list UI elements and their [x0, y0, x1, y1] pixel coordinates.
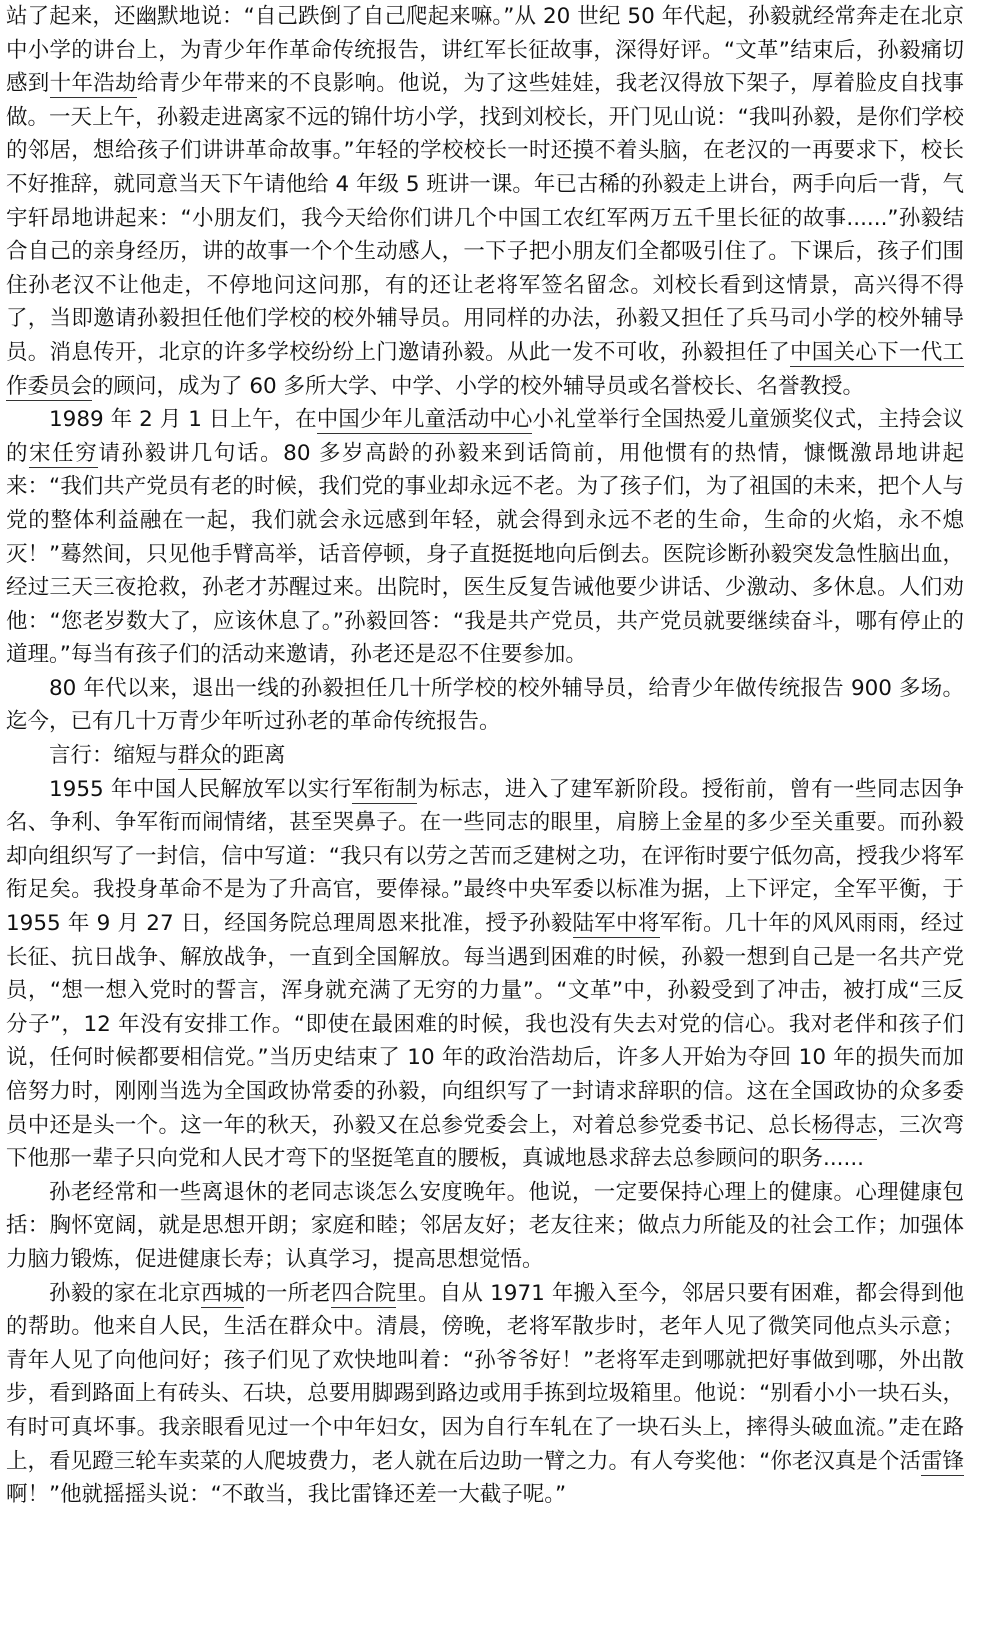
- text-segment: 1989 年 2 月 1 日上午，在: [49, 407, 317, 433]
- term-link[interactable]: 四合院: [331, 1280, 397, 1306]
- text-segment: 孙毅的家在北京: [49, 1280, 201, 1306]
- text-segment: 军衔。几十年的风风雨雨，经过长征、抗日战争、解放战争，一直到全国解放。每当遇到困难的时候，孙毅一想到自己是一名共产党员，“想一想入党时的誓言，浑身就充满了无穷的力量”。“文革”中，孙毅受到了冲击，被打成“三反分子”，12 年没有安排工作。“即使在最困难的时候，我也没有失去对党的信心。我对老伴和孩子们说，任何时候都要相信党。”当历史结束了 10 年的政治浩劫后，许多人开始为夺回 10 年的损失而加倍努力时，刚刚当选为全国政协常委的孙毅，向组织写了一封请求辞职的信。这在全国政协的众多委员中还是头一个。这一年的秋天，孙毅又在总参党委会上，对着总参党委书记、总长: [6, 911, 964, 1138]
- paragraph-6: [6, 1277, 964, 1512]
- text-segment: 小礼堂举行全国热爱儿童颁奖仪式，主持会议的: [6, 407, 964, 466]
- text-segment: 为标志，进入了建军新阶段。授衔前，曾有一些同志因争名、争利、争军衔而闹情绪，甚至哭鼻子。在一些同志的眼里，肩膀上金星的多少至关重要。而孙毅却向组织写了一封信，信中写道：“我只有以劳之苦而乏建树之功，在评衔时要宁低勿高，授我少将军衔足矣。我投身革命不是为了升高官，要俸禄。”最终中央军委以标准为据，上下评定，全军平衡，于 1955 年 9 月 27 日，经国务院总理周恩来批准，授予孙毅: [6, 776, 964, 937]
- term-link[interactable]: 陆军中将: [572, 911, 660, 937]
- text-segment: 的一所老: [244, 1280, 332, 1306]
- text-segment: ，三次弯下他那一辈子只向党和人民才弯下的坚挺笔直的腰板，真诚地恳求辞去总参顾问的职务......: [6, 1112, 964, 1172]
- text-segment: 里。自从 1971 年搬入至今，邻居只要有困难，都会得到他的帮助。他来自人民，生活在群众中。清晨，傍晚，老将军散步时，老年人见了微笑同他点头示意；青年人见了向他问好；孩子们见了欢快地叫着：“孙爷爷好！”老将军走到哪就把好事做到哪，外出散步，看到路面上有砖头、石块，总要用脚踢到路边或用手拣到垃圾箱里。他说：“别看小小一块石头，有时可真坏事。我亲眼看见过一个中年妇女，因为自行车轧在了一块石头上，摔得头破血流。”走在路上，看见蹬三轮车卖菜的人爬坡费力，老人就在后边助一臂之力。有人夸奖他：“你老汉真是个活: [6, 1280, 964, 1474]
- term-link[interactable]: 十年浩劫: [49, 71, 137, 97]
- text-segment: 的距离: [221, 743, 286, 769]
- term-link[interactable]: 中国少年儿童活动中心: [316, 407, 533, 433]
- term-link[interactable]: 中国关心下一代工作委员会: [6, 339, 964, 399]
- text-segment: 给青少年带来的不良影响。他说，为了这些娃娃，我老汉得放下架子，厚着脸皮自找事做。一天上午，孙毅走进离家不远的锦什坊小学，找到刘校长，开门见山说：“我叫孙毅，是你们学校的邻居，想给孩子们讲讲革命故事。”年轻的学校校长一时还摸不着头脑，在老汉的一再要求下，校长不好推辞，就同意当天下午请他给 4 年级 5 班讲一课。年已古稀的孙毅走上讲台，两手向后一背，气宇轩昂地讲起来：“小朋友们，我今天给你们讲几个中国工农红军两万五千里长征的故事......”孙毅结合自己的亲身经历，讲的故事一个个生动感人，一下子把小朋友们全都吸引住了。下课后，孩子们围住孙老汉不让他走，不停地问这问那，有的还让老将军签名留念。刘校长看到这情景，高兴得不得了，当即邀请孙毅担任他们学校的校外辅导员。用同样的办法，孙毅又担任了兵马司小学的校外辅导员。消息传开，北京的许多学校纷纷上门邀请孙毅。从此一发不可收，孙毅担任了: [6, 71, 964, 365]
- text-segment: 80 年代以来，退出一线的孙毅担任几十所学校的校外辅导员，给青少年做传统报告 900 多场。迄今，已有几十万青少年听过孙老的革命传统报告。: [6, 675, 964, 735]
- section-heading: [6, 739, 964, 773]
- paragraph-1: [6, 0, 964, 403]
- paragraph-5: [6, 1176, 964, 1277]
- term-link[interactable]: 杨得志: [811, 1112, 878, 1138]
- text-segment: 1955 年中国人民解放军以实行: [49, 776, 352, 802]
- text-segment: 啊！”他就摇摇头说：“不敢当，我比雷锋还差一大截子呢。”: [6, 1482, 567, 1508]
- term-link[interactable]: 军衔制: [351, 776, 418, 802]
- paragraph-4: [6, 773, 964, 1176]
- text-segment: 的顾问，成为了 60 多所大学、中学、小学的校外辅导员或名誉校长、名誉教授。: [92, 373, 865, 399]
- term-link[interactable]: 宋任穷: [29, 440, 99, 466]
- text-segment: 请孙毅讲几句话。80 多岁高龄的孙毅来到话筒前，用他惯有的热情，慷慨激昂地讲起来：“我们共产党员有老的时候，我们党的事业却永远不老。为了孩子们，为了祖国的未来，把个人与党的整体利益融在一起，我们就会永远感到年轻，就会得到永远不老的生命，生命的火焰，永不熄灭！”蓦然间，只见他手臂高举，话音停顿，身子直挺挺地向后倒去。医院诊断孙毅突发急性脑出血，经过三天三夜抢救，孙老才苏醒过来。出院时，医生反复告诫他要少讲话、少激动、多休息。人们劝他：“您老岁数大了，应该休息了。”孙毅回答：“我是共产党员，共产党员就要继续奋斗，哪有停止的道理。”每当有孩子们的活动来邀请，孙老还是忍不住要参加。: [6, 440, 964, 668]
- paragraph-3: [6, 672, 964, 739]
- text-segment: 孙老经常和一些离退休的老同志谈怎么安度晚年。他说，一定要保持心理上的健康。心理健康包括：胸怀宽阔，就是思想开朗；家庭和睦；邻居友好；老友往来；做点力所能及的社会工作；加强体力脑力锻炼，促进健康长寿；认真学习，提高思想觉悟。: [6, 1179, 964, 1272]
- text-segment: 站了起来，还幽默地说：“自己跌倒了自己爬起来嘛。”从 20 世纪 50 年代起，孙毅就经常奔走在北京中小学的讲台上，为青少年作革命传统报告，讲红军长征故事，深得好评。“文革”结束后，孙毅痛切感到: [6, 4, 964, 97]
- paragraph-2: [6, 403, 964, 672]
- term-link[interactable]: 雷锋: [920, 1448, 964, 1474]
- term-link[interactable]: 群众: [178, 743, 222, 769]
- term-link[interactable]: 西城: [200, 1280, 245, 1306]
- text-segment: 言行：缩短与: [49, 743, 179, 769]
